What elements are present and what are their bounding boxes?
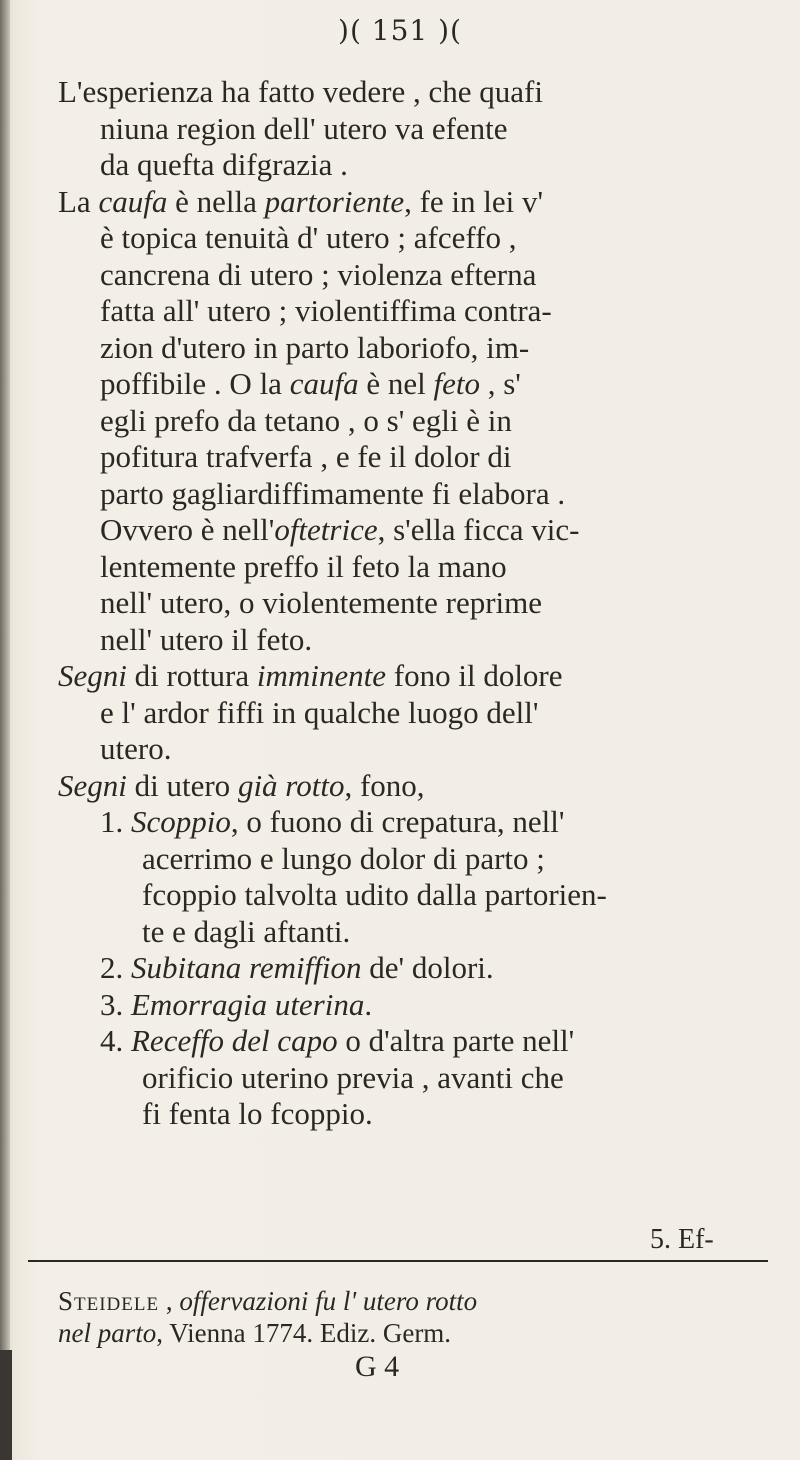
item-1-line-2: acerrimo e lungo dolor di parto ; <box>142 840 545 876</box>
item-3-num: 3. <box>100 986 124 1022</box>
p4-d: , fono, <box>344 767 425 803</box>
p2-b: , fe in lei v' <box>404 183 544 219</box>
catchword: 5. Ef- <box>650 1224 714 1255</box>
p1-line-1: L'esperienza ha fatto vedere , che quafi <box>58 74 543 109</box>
p2-c2: caufa <box>289 366 359 401</box>
p2-line-10 <box>58 512 770 549</box>
footnote-title: offervazioni fu l' utero rotto <box>179 1286 478 1316</box>
item-4-line-3: fi fenta lo fcoppio. <box>142 1096 373 1131</box>
signature-mark: G 4 <box>355 1350 400 1383</box>
p1-line-2: niuna region dell' utero va efente <box>100 110 508 146</box>
p2-line-6 <box>58 366 770 403</box>
p2-line-13: nell' utero il feto. <box>100 621 313 657</box>
p4-a: Segni <box>58 767 127 803</box>
item-1-text: , o fuono di crepatura, nell' <box>230 804 565 839</box>
item-4-num: 4. <box>100 1023 124 1058</box>
p4-c: già rotto <box>237 767 345 803</box>
p3-line-2: e l' ardor fiffi in qualche luogo dell' <box>100 694 539 730</box>
p2-line-7: egli prefo da tetano , o s' egli è in <box>100 402 512 438</box>
footnote-rule <box>28 1260 768 1262</box>
p2-a: è nella <box>167 183 265 219</box>
page-number: )( 151 )( <box>338 14 462 47</box>
footnote-rest: , Vienna 1774. Ediz. Germ. <box>156 1318 452 1348</box>
p2-line-1 <box>58 184 770 221</box>
p2-c1: poffibile . O la <box>100 366 290 401</box>
p2-line-3: cancrena di utero ; violenza efterna <box>100 256 537 292</box>
item-1-num: 1. <box>100 804 124 839</box>
p2-causa: caufa <box>98 183 168 219</box>
p3-c: imminente <box>256 658 387 693</box>
p3-line-3: utero. <box>100 731 172 766</box>
p3-line-1 <box>58 658 770 695</box>
p2-line-11: lentemente preffo il feto la mano <box>100 548 507 584</box>
item-4-em: Receffo del capo <box>131 1023 338 1058</box>
item-1-line-3: fcoppio talvolta udito dalla partorien- <box>142 877 607 912</box>
item-4-line-2: orificio uterino previa , avanti che <box>142 1059 564 1095</box>
p2-line-12: nell' utero, o violentemente reprime <box>100 585 543 620</box>
footnote-title-2: nel parto <box>58 1318 157 1348</box>
p4-line-1 <box>58 768 770 805</box>
p2-d3: , s'ella ficca vic- <box>377 512 580 547</box>
p2-line-8: pofitura trafverfa , e fe il dolor di <box>100 439 512 474</box>
p2-line-9: parto gagliardiffimamente fi elabora . <box>100 475 566 511</box>
p3-d: fono il dolore <box>386 658 563 693</box>
p2-d2: oftetrice <box>274 512 378 547</box>
item-2-text: de' dolori. <box>361 950 494 985</box>
p2-line-2: è topica tenuità d' utero ; afceffo , <box>100 220 517 255</box>
p2-c4: feto <box>433 366 480 401</box>
item-1-line-4: te e dagli aftanti. <box>142 913 351 949</box>
p2-c3: è nel <box>358 366 434 401</box>
book-edge <box>0 1350 12 1460</box>
p2-line-4: fatta all' utero ; violentiffima contra- <box>100 293 552 328</box>
body-text <box>58 74 770 1133</box>
item-3 <box>58 987 770 1024</box>
p1-line-3: da quefta difgrazia . <box>100 147 348 182</box>
p3-a: Segni <box>58 658 127 693</box>
item-4-text: o d'altra parte nell' <box>337 1023 575 1058</box>
item-4 <box>58 1023 770 1060</box>
item-3-text: . <box>364 986 373 1022</box>
p3-b: di rottura <box>126 658 257 693</box>
p2-d1: Ovvero è nell' <box>100 512 275 547</box>
item-1-em: Scoppio <box>131 804 231 839</box>
item-2 <box>58 950 770 987</box>
book-spine-shadow <box>0 0 10 1460</box>
p4-b: di utero <box>126 767 238 803</box>
p2-line-5: zion d'utero in parto laboriofo, im- <box>100 329 530 365</box>
item-2-num: 2. <box>100 950 124 985</box>
p2-c5: , s' <box>479 366 521 401</box>
item-1 <box>58 804 770 841</box>
p2-label: La <box>58 183 91 219</box>
footnote-author: Steidele <box>58 1286 160 1316</box>
item-2-em: Subitana remiffion <box>131 950 362 985</box>
p2-partoriente: partoriente <box>264 183 405 219</box>
item-3-em: Emorragia uterina <box>131 986 365 1022</box>
footnote-sep: , <box>159 1286 180 1316</box>
footnote <box>58 1285 770 1349</box>
